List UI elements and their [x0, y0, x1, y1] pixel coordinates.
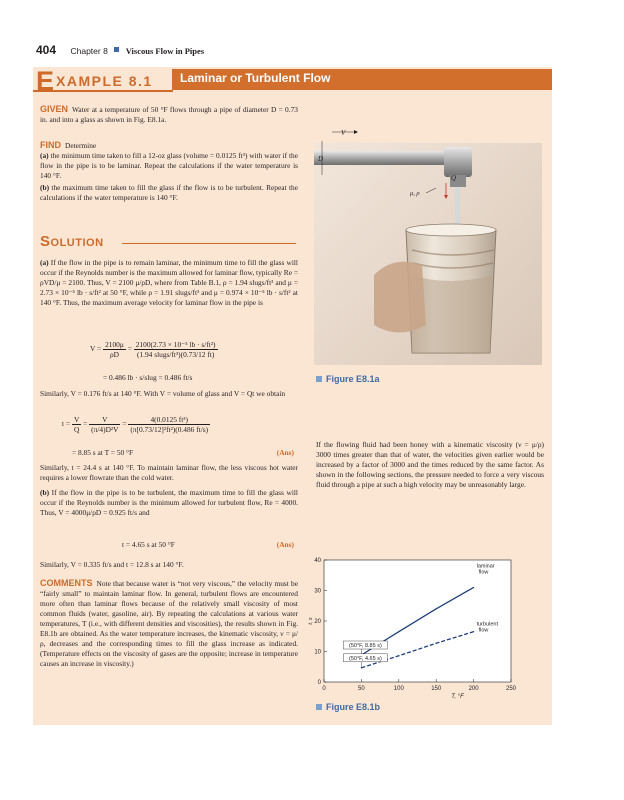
find-section	[40, 140, 298, 203]
figure-square-icon	[316, 376, 322, 382]
page-number: 404	[36, 43, 57, 57]
eq1-f1-num: 2100μ	[105, 340, 124, 349]
similarly-2: Similarly, t = 24.4 s at 140 °F. To maintain laminar flow, the less viscous hot water requires a lower flowrate than the cold water.	[40, 463, 298, 482]
eq2-fraction-2	[89, 415, 120, 434]
example-banner	[33, 66, 552, 96]
example-title: Laminar or Turbulent Flow	[180, 71, 331, 85]
figure-e8-1b-label	[316, 702, 380, 712]
figure-e8-1b-chart	[306, 548, 546, 700]
eq1-f2-den: (1.94 slugs/ft³)(0.73/12 ft)	[136, 350, 215, 359]
y-tick-label: 30	[314, 588, 321, 595]
x-tick-label: 0	[322, 686, 326, 692]
label-q: Q	[451, 174, 457, 182]
eq2-fraction-3	[128, 415, 210, 434]
solution-heading-rest: OLUTION	[50, 237, 104, 249]
example-label: XAMPLE 8.1	[56, 73, 153, 89]
example-label-block	[33, 66, 173, 96]
y-tick-label: 0	[317, 680, 321, 686]
similarly-3: Similarly, V = 0.335 ft/s and t = 12.8 s at 140 °F.	[40, 560, 184, 569]
eq2-result: = 8.85 s at T = 50 °F	[72, 448, 134, 457]
solution-a-text: If the flow in the pipe is to remain laminar, the minimum time to fill the glass will occur if the Reynolds number is the maximum allowed for laminar flow, typically Re = ρVD/μ = 2100. Thus, V = 2100 μ/ρD, where from Table B.1, ρ = 1.94 slugs/ft³ and μ = 2.73 × 10⁻⁵ lb · s/ft² at 50 °F, while ρ = 1.91 slugs/ft³ and μ = 0.974 × 10⁻⁵ lb · s/ft² at 140 °F. Thus, the maximum average velocity for laminar flow in the pipe is	[40, 258, 298, 307]
annotation-label: (50°F, 4.65 s)	[349, 655, 382, 662]
given-text: Water at a temperature of 50 °F flows through a pipe of diameter D = 0.73 in. and into a glass as shown in Fig. E8.1a.	[40, 105, 298, 124]
solution-b-label: (b)	[40, 488, 50, 497]
chapter-label: Chapter 8	[70, 46, 108, 56]
solution-a-paragraph	[40, 258, 298, 308]
find-a-text: the minimum time taken to fill a 12-oz glass (volume = 0.0125 ft³) with water if the flow in the pipe is to be laminar. Repeat the calculations if the water temperature is 140 °F.	[40, 151, 298, 180]
solution-rule	[122, 243, 296, 244]
eq1-fraction-2	[134, 340, 218, 359]
comments-heading: COMMENTS	[40, 578, 93, 588]
comments-section	[40, 578, 298, 669]
hand-shape	[374, 262, 426, 333]
equation-velocity	[90, 340, 218, 359]
find-heading: FIND	[40, 140, 61, 150]
figure-e8-1b-text: Figure E8.1b	[326, 702, 381, 712]
eq2-fraction-1	[72, 415, 81, 434]
eq2-f3-num: 4(0.0125 ft³)	[128, 415, 210, 425]
x-axis-label: T, °F	[451, 694, 464, 700]
data-point	[398, 655, 399, 656]
page-header	[36, 41, 204, 59]
eq1-f2-num: 2100(2.73 × 10⁻⁵ lb · s/ft²)	[135, 340, 216, 349]
eq2-lhs: t =	[62, 419, 71, 429]
solution-heading	[40, 233, 104, 250]
figure-e8-1a-photo	[314, 125, 542, 365]
equation-time-result	[72, 448, 298, 457]
eq2-f2-num: V	[89, 415, 120, 425]
equation-velocity-result: = 0.486 lb · s/slug = 0.486 ft/s	[103, 373, 193, 382]
data-point	[436, 643, 437, 644]
comments-text: Note that because water is “not very viscous,” the velocity must be “fairly small” to maintain laminar flow. In general, turbulent flows are encountered more often than laminar flows because of the relatively small viscosity of most common fluids (water, gasoline, air). By repeating the calculations at various water temperatures, T (i.e., with different densities and viscosities), the results shown in Fig. E8.1b are obtained. As the water temperature increases, the kinematic viscosity, ν = μ/ρ, decreases and the corresponding times to fill the glass increase as indicated. (Temperature effects on the viscosity of gases are the opposite; increase in temperature causes an increase in viscosity.)	[40, 579, 298, 668]
x-tick-label: 150	[431, 686, 442, 692]
solution-a-label: (a)	[40, 258, 49, 267]
data-point	[473, 587, 474, 588]
eq2-f2-den: (π/4)D²V	[91, 425, 119, 434]
figure-square-icon-b	[316, 704, 322, 710]
eq1-fraction-1	[103, 340, 126, 359]
find-b-text: the maximum time taken to fill the glass if the flow is to be turbulent. Repeat the calculations if the water temperature is 140 °F.	[40, 183, 298, 202]
eq1-f1-den: ρD	[109, 350, 119, 359]
eq2-equals-2: =	[122, 419, 127, 429]
figure-e8-1a-text: Figure E8.1a	[326, 374, 380, 384]
annotation-label: (50°F, 8.85 s)	[349, 643, 382, 650]
solution-b-paragraph	[40, 488, 298, 518]
series-label: laminar	[476, 563, 495, 570]
eq2-f3-den: (π[0.73/12]²ft²)(0.486 ft/s)	[130, 425, 209, 434]
right-column-text: If the flowing fluid had been honey with a kinematic viscosity (ν = μ/ρ) 3000 times greater than that of water, the velocities given earlier would be increased by a factor of 3000 and the times reduced by the same factor. As shown in the following sections, the pressure needed to force a very viscous fluid through a pipe at such a high velocity may be unreasonably large.	[316, 440, 544, 489]
given-section	[40, 104, 298, 125]
series-label: turbulent	[476, 621, 499, 628]
x-tick-label: 50	[358, 686, 365, 692]
eq3-text: t = 4.65 s at 50 °F	[122, 540, 175, 549]
answer-tag-1: (Ans)	[276, 448, 294, 457]
pipe-shape	[314, 151, 464, 165]
answer-tag-2: (Ans)	[276, 540, 294, 549]
data-point	[398, 631, 399, 632]
series-label: flow	[478, 569, 489, 576]
eq2-f1-num: V	[73, 415, 80, 424]
eq1-equals: =	[127, 344, 132, 354]
figure-e8-1a-label	[316, 374, 380, 384]
x-tick-label: 100	[393, 686, 404, 692]
example-initial: E	[36, 66, 54, 96]
find-b-label: (b)	[40, 183, 50, 192]
series-label: flow	[478, 627, 489, 634]
label-v: V	[341, 129, 346, 137]
similarly-1: Similarly, V = 0.176 ft/s at 140 °F. With V = volume of glass and V = Qt we obtain	[40, 389, 286, 398]
data-point	[436, 608, 437, 609]
label-mu-rho: μ, ρ	[410, 190, 420, 197]
x-tick-label: 250	[505, 686, 517, 692]
section-title: Viscous Flow in Pipes	[125, 46, 205, 56]
equation-time	[62, 415, 210, 434]
solution-initial: S	[40, 233, 51, 250]
eq1-lhs: V =	[90, 344, 102, 354]
solution-b-text: If the flow in the pipe is to be turbulent, the maximum time to fill the glass will occur if the Reynolds number is the minimum allowed for turbulent flow, Re = 4000. Thus, V = 4000μ/ρD = 0.925 ft/s and	[40, 488, 298, 517]
header-square-icon	[114, 47, 119, 52]
data-point	[473, 631, 474, 632]
y-tick-label: 20	[314, 619, 321, 625]
find-a-label: (a)	[40, 151, 49, 160]
find-text: Determine	[65, 141, 97, 150]
y-tick-label: 10	[314, 649, 321, 656]
label-d: D	[318, 155, 324, 163]
eq2-f1-den: Q	[73, 425, 80, 434]
eq2-equals-1: =	[83, 419, 88, 429]
y-tick-label: 40	[314, 558, 321, 564]
x-tick-label: 200	[468, 686, 479, 692]
given-heading: GIVEN	[40, 104, 69, 114]
y-axis-label: t, s	[308, 617, 314, 625]
faucet-glass-illustration	[314, 125, 542, 365]
example-title-bar	[172, 69, 552, 90]
